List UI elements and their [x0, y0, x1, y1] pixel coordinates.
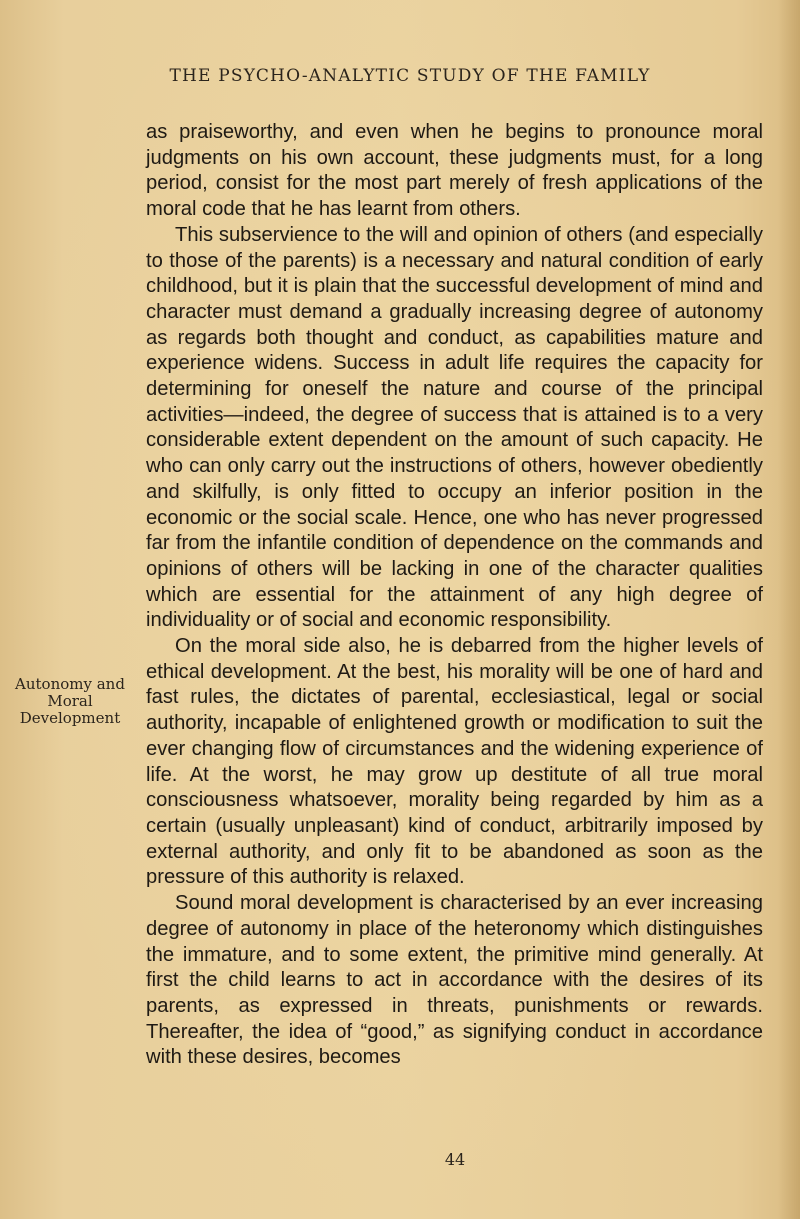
margin-note-line: Moral — [47, 692, 93, 710]
page-edge-shadow — [778, 0, 800, 1219]
margin-note-line: Autonomy and — [15, 675, 125, 693]
body-text — [146, 120, 763, 1071]
paragraph: This subservience to the will and opinion of others (and especially to those of the parents) is a necessary and natural condition of early childhood, but it is plain that the successful development of mind and character must demand a gradually increasing degree of autonomy as regards both thought and conduct, as capabilities mature and experience widens. Success in adult life requires the capacity for determining for oneself the nature and course of the principal activities—indeed, the degree of success that is attained is to a very considerable extent dependent on the amount of such capacity. He who can only carry out the instructions of others, however obediently and skilfully, is only fitted to occupy an inferior position in the economic or the social scale. Hence, one who has never progressed far from the infantile condition of dependence on the commands and opinions of others will be lacking in one of the character qualities which are essential for the attainment of any high degree of individuality or of social and economic responsibility. — [146, 223, 763, 632]
paragraph: as praiseworthy, and even when he begins to pronounce moral judgments on his own account, these judgments must, for a long period, consist for the most part merely of fresh applications of the moral code that he has learnt from others. — [146, 121, 763, 221]
page-number: 44 — [444, 1150, 466, 1169]
paragraph: Sound moral development is characterised by an ever increasing degree of autonomy in place of the heteronomy which distinguishes the immature, and to some extent, the primitive mind generally. At first the child learns to act in accordance with the desires of its parents, as expressed in threats, punishments or rewards. Thereafter, the idea of “good,” as signifying conduct in accordance with these desires, becomes — [146, 892, 763, 1069]
margin-note — [4, 676, 136, 727]
running-head: THE PSYCHO-ANALYTIC STUDY OF THE FAMILY — [169, 66, 651, 86]
margin-note-line: Development — [19, 709, 121, 727]
paragraph: On the moral side also, he is debarred from the higher levels of ethical development. At the best, his morality will be one of hard and fast rules, the dictates of parental, ecclesiastical, legal or social authority, incapable of enlightened growth or modification to suit the ever changing flow of circumstances and the widening experience of life. At the worst, he may grow up destitute of all true moral consciousness whatsoever, morality being regarded by him as a certain (usually unpleasant) kind of conduct, arbitrarily imposed by external authority, and only fit to be abandoned as soon as the pressure of this authority is relaxed. — [146, 635, 763, 889]
